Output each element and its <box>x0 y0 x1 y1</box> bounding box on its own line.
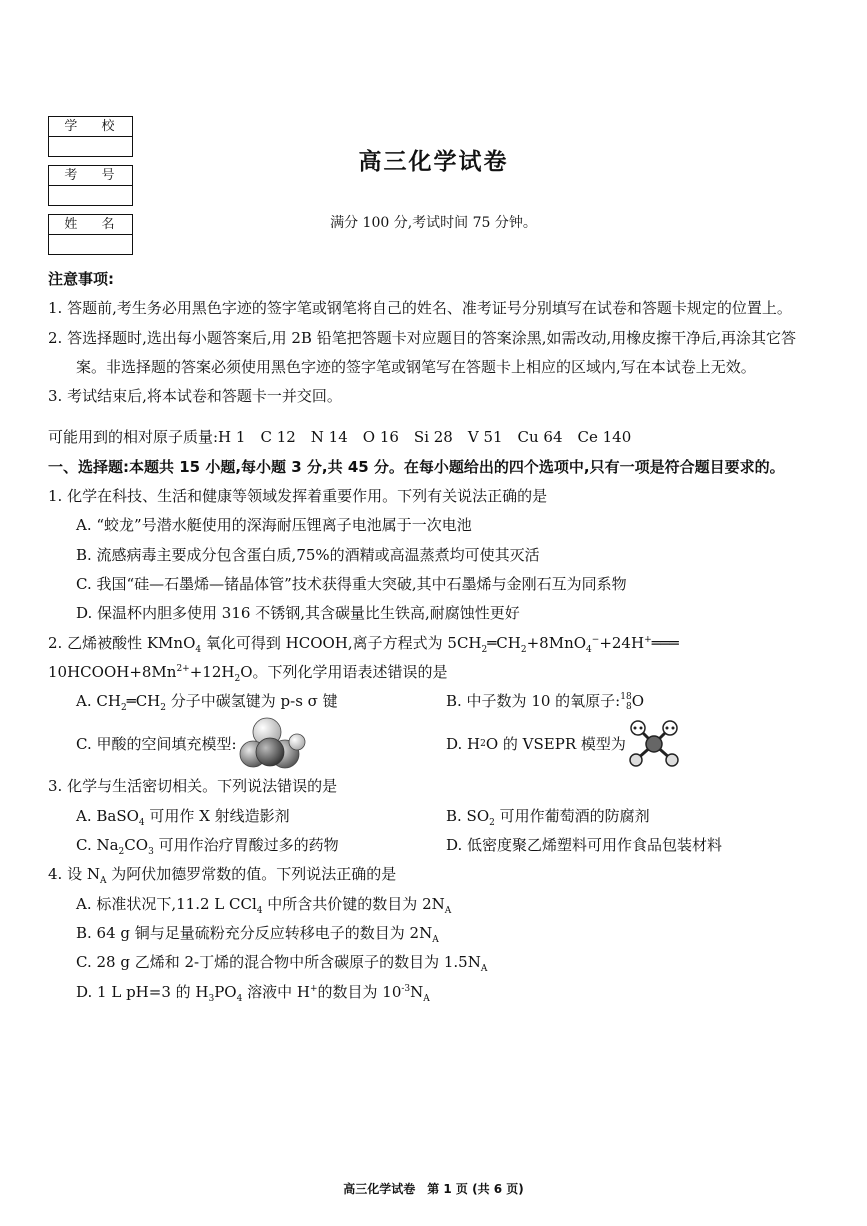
q1-option-b: B. 流感病毒主要成分包含蛋白质,75%的酒精或高温蒸煮均可使其灭活 <box>76 545 540 564</box>
q2-option-a: A. $CH_2═CH_2$ 分子中碳氢键为 p-s σ 键 <box>76 692 338 714</box>
atomic-masses: 可能用到的相对原子质量:H 1 C 12 N 14 O 16 Si 28 V 51 Cu 64 Ce 140 <box>48 428 632 447</box>
q1-stem: 1. 化学在科技、生活和健康等领域发挥着重要作用。下列有关说法正确的是 <box>48 487 548 506</box>
q3-option-c: C. $Na_2CO_3$ 可用作治疗胃酸过多的药物 <box>76 836 339 858</box>
q2-stem-line-2: $10HCOOH+8Mn^{2+}+12H_2O$。下列化学用语表述错误的是 <box>48 662 448 684</box>
q2-option-b: B. 中子数为 10 的氧原子: 18 8 O <box>446 692 645 713</box>
notice-item-1: 1. 答题前,考生务必用黑色字迹的签字笔或钢笔将自己的姓名、准考证号分别填写在试卷和答题卡规定的位置上。 <box>48 299 792 318</box>
q3-option-b: B. $SO_2$ 可用作葡萄酒的防腐剂 <box>446 806 650 828</box>
name-blank[interactable] <box>49 235 132 254</box>
q4-stem: 4. 设 $N_A$ 为阿伏加德罗常数的值。下列说法正确的是 <box>48 865 397 887</box>
q2-option-c: C. 甲酸的空间填充模型: <box>48 716 446 772</box>
notice-heading: 注意事项: <box>48 270 114 288</box>
student-info-box <box>48 116 133 263</box>
q4-option-c: C. 28 g 乙烯和 2-丁烯的混合物中所含碳原子的数目为 $1.5N_A$ <box>76 953 488 975</box>
q4-option-a: A. 标准状况下,11.2 L CCl$_4$ 中所含共价键的数目为 $2N_A$ <box>76 894 452 916</box>
q4-option-d: D. 1 L pH=3 的 $H_3PO_4$ 溶液中 H+的数目为 $10^{-3}N_A$ <box>76 982 430 1004</box>
exam-number-label: 考 号 <box>49 166 132 186</box>
q3-option-a: A. BaSO$_4$ 可用作 X 射线造影剂 <box>76 806 290 828</box>
notice-item-2: 2. 答选择题时,选出每小题答案后,用 2B 铅笔把答题卡对应题目的答案涂黑,如需改动,用橡皮擦干净后,再涂其它答案。非选择题的答案必须使用黑色字迹的签字笔或钢笔写在答题卡上相应的区域内,写在本试卷上无效。 <box>48 328 797 376</box>
notice-item-3: 3. 考试结束后,将本试卷和答题卡一并交回。 <box>48 387 342 406</box>
q1-option-a: A. “蛟龙”号潜水艇使用的深海耐压锂离子电池属于一次电池 <box>76 516 472 535</box>
q2-options-ab <box>48 687 820 716</box>
q1-option-d: D. 保温杯内胆多使用 316 不锈钢,其含碳量比生铁高,耐腐蚀性更好 <box>76 604 520 623</box>
formic-acid-space-filling-model-icon <box>237 716 307 772</box>
q4-option-b: B. 64 g 铜与足量硫粉充分反应转移电子的数目为 $2N_A$ <box>76 923 439 945</box>
school-label: 学 校 <box>49 117 132 137</box>
q3-options-ab <box>48 802 820 831</box>
page-title: 高三化学试卷 <box>358 149 509 175</box>
section-1-heading: 一、选择题:本题共 15 小题,每小题 3 分,共 45 分。在每小题给出的四个选项中,只有一项是符合题目要求的。 <box>48 457 785 476</box>
q2-option-d: D. H 2 O 的 VSEPR 模型为 <box>446 718 682 770</box>
q3-option-d: D. 低密度聚乙烯塑料可用作食品包装材料 <box>446 836 723 855</box>
exam-number-blank[interactable] <box>49 186 132 205</box>
q3-options-cd <box>48 831 820 860</box>
exam-subtitle: 满分 100 分,考试时间 75 分钟。 <box>330 215 537 231</box>
q1-option-c: C. 我国“硅—石墨烯—锗晶体管”技术获得重大突破,其中石墨烯与金刚石互为同系物 <box>76 574 627 593</box>
q3-stem: 3. 化学与生活密切相关。下列说法错误的是 <box>48 777 338 796</box>
name-label: 姓 名 <box>49 215 132 235</box>
water-vsepr-model-icon <box>626 718 682 770</box>
page-footer: 高三化学试卷 第 1 页 (共 6 页) <box>343 1182 524 1196</box>
q2-options-cd <box>48 716 820 772</box>
q2-stem: 2. 乙烯被酸性 KMnO$_4$ 氧化可得到 HCOOH,离子方程式为 $5CH_2═CH_2+8MnO_4^-+24H^+═══$ <box>48 633 679 655</box>
exam-content <box>48 265 820 1007</box>
